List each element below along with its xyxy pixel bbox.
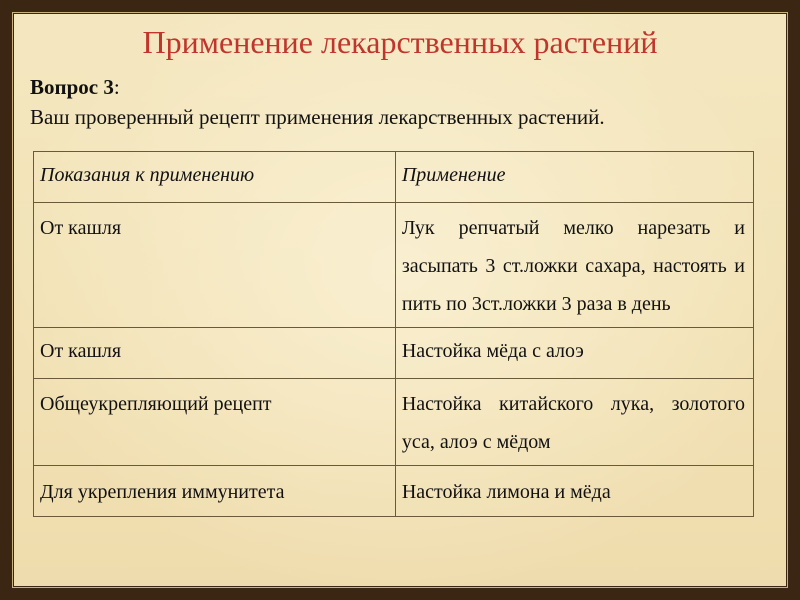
question-heading [30,75,120,100]
usage-cell: Настойка китайского лука, золотого уса, алоэ с мёдом [395,379,753,466]
question-colon: : [113,75,120,99]
header-indication: Показания к применению [34,152,396,203]
table-row [34,203,754,328]
usage-cell: Настойка мёда с алоэ [395,328,753,379]
table-header-row [34,152,754,203]
usage-cell: Настойка лимона и мёда [395,466,753,517]
header-usage: Применение [395,152,753,203]
indication-cell: От кашля [34,203,396,328]
table-row [34,466,754,517]
slide-title: Применение лекарственных растений [142,24,658,60]
recipes-table [33,151,754,517]
question-label: Вопрос 3 [30,75,114,99]
question-text: Ваш проверенный рецепт применения лекарственных растений. [30,105,605,129]
indication-cell: Для укрепления иммунитета [34,466,396,517]
table-row [34,328,754,379]
table-row [34,379,754,466]
usage-cell: Лук репчатый мелко нарезать и засыпать 3 ст.ложки сахара, настоять и пить по 3ст.ложки 3 раза в день [395,203,753,328]
indication-cell: От кашля [34,328,396,379]
indication-cell: Общеукрепляющий рецепт [34,379,396,466]
